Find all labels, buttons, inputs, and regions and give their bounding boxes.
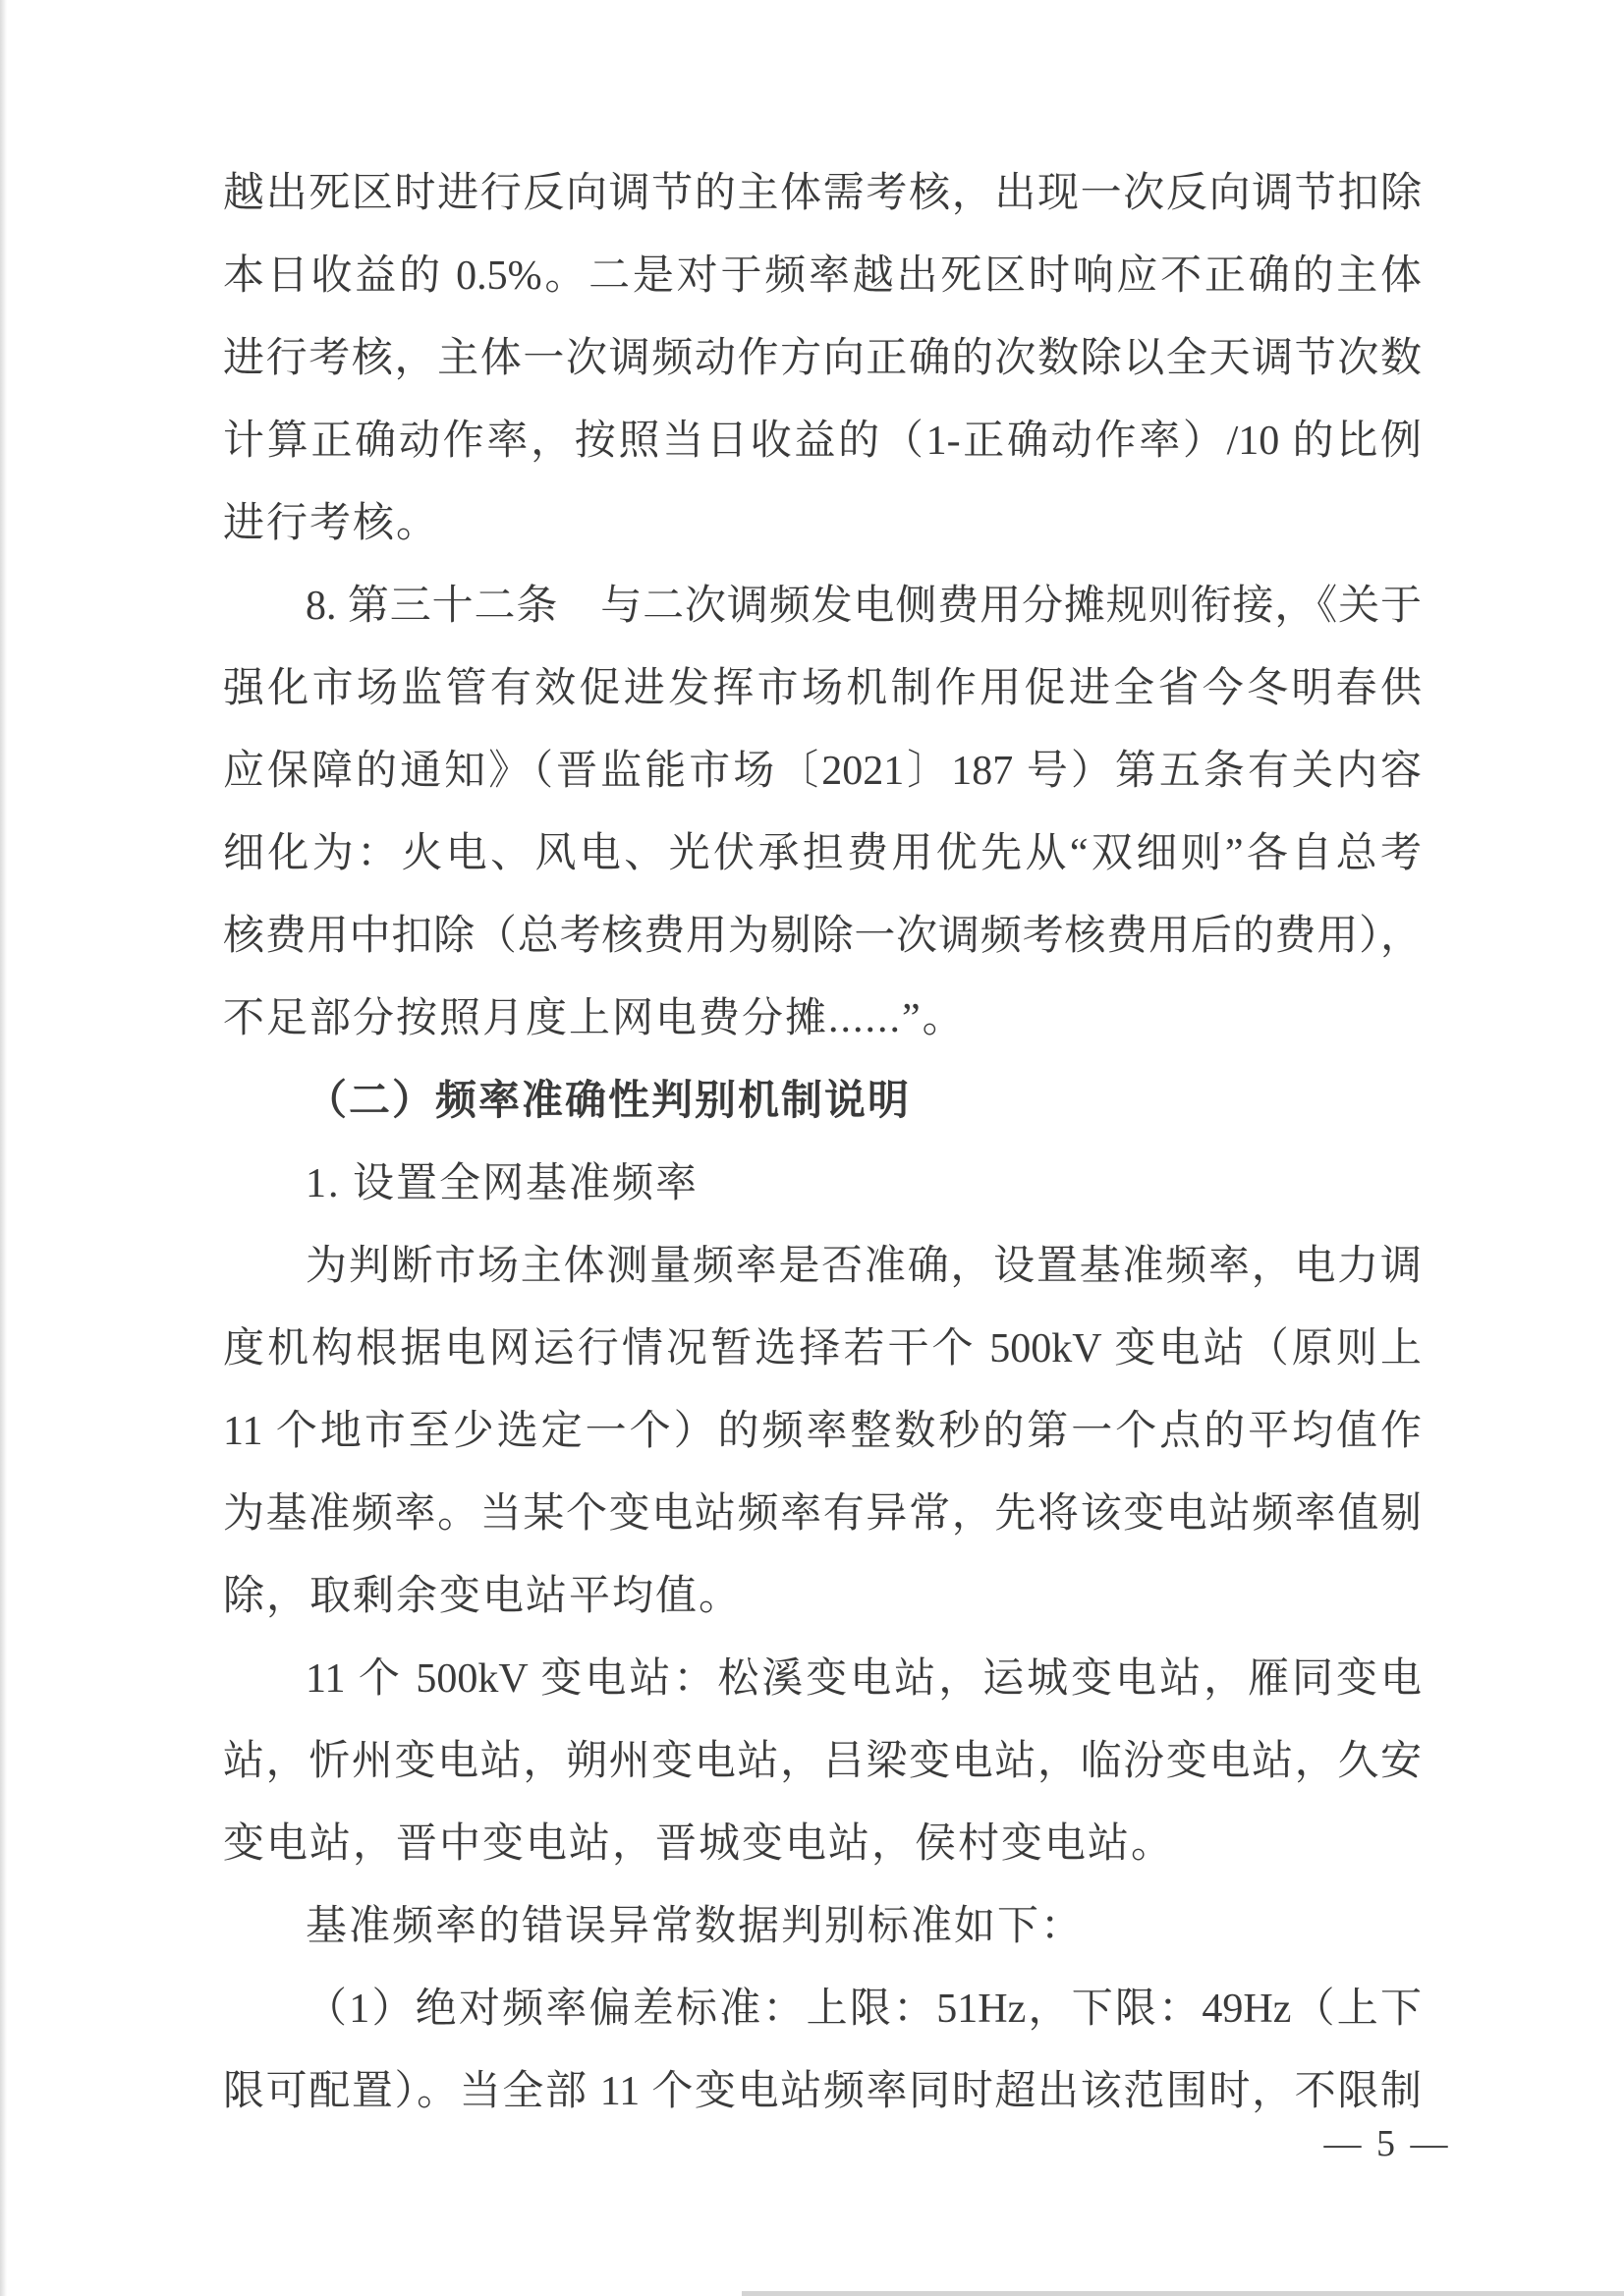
text-line: 细化为：火电、风电、光伏承担费用优先从“双细则”各自总考 (223, 831, 1422, 876)
text-line: 为基准频率。当某个变电站频率有异常，先将该变电站频率值剔 (223, 1491, 1422, 1537)
subsection-heading: 1. 设置全网基准频率 (306, 1161, 700, 1206)
text-line: 站，忻州变电站，朔州变电站，吕梁变电站，临汾变电站，久安 (223, 1739, 1422, 1784)
text-line: 变电站，晋中变电站，晋城变电站，侯村变电站。 (223, 1821, 1175, 1867)
text-line: 度机构根据电网运行情况暂选择若干个 500kV 变电站（原则上 (223, 1326, 1422, 1372)
text-line: 计算正确动作率，按照当日收益的（1-正确动作率）/10 的比例 (223, 419, 1422, 464)
scan-edge-bottom (742, 2291, 1624, 2296)
text-line: 8. 第三十二条 与二次调频发电侧费用分摊规则衔接，《关于 (306, 584, 1422, 629)
page-number: — 5 — (1323, 2123, 1451, 2164)
document-body (223, 152, 1422, 2133)
text-line: 限可配置）。当全部 11 个变电站频率同时超出该范围时，不限制 (223, 2069, 1422, 2114)
text-line: 进行考核，主体一次调频动作方向正确的次数除以全天调节次数 (223, 336, 1422, 381)
scan-edge-left (0, 0, 7, 2296)
text-line: 越出死区时进行反向调节的主体需考核，出现一次反向调节扣除 (223, 171, 1422, 216)
text-line: 核费用中扣除（总考核费用为剔除一次调频考核费用后的费用）， (223, 914, 1422, 959)
text-line: 11 个地市至少选定一个）的频率整数秒的第一个点的平均值作 (223, 1409, 1422, 1454)
text-line: 为判断市场主体测量频率是否准确，设置基准频率，电力调 (306, 1244, 1422, 1289)
text-line: 本日收益的 0.5%。二是对于频率越出死区时响应不正确的主体 (223, 253, 1422, 299)
text-line: 基准频率的错误异常数据判别标准如下： (306, 1904, 1085, 1949)
text-line: （1）绝对频率偏差标准：上限：51Hz，下限：49Hz（上下 (306, 1987, 1422, 2032)
section-heading: （二）频率准确性判别机制说明 (306, 1079, 912, 1124)
text-line: 强化市场监管有效促进发挥市场机制作用促进全省今冬明春供 (223, 666, 1422, 711)
text-line: 不足部分按照月度上网电费分摊......”。 (223, 996, 966, 1041)
text-line: 11 个 500kV 变电站：松溪变电站，运城变电站，雁同变电 (306, 1656, 1422, 1702)
text-line: 除，取剩余变电站平均值。 (223, 1574, 743, 1619)
text-line: 进行考核。 (223, 501, 440, 546)
text-line: 应保障的通知》（晋监能市场〔2021〕187 号）第五条有关内容 (223, 749, 1422, 794)
